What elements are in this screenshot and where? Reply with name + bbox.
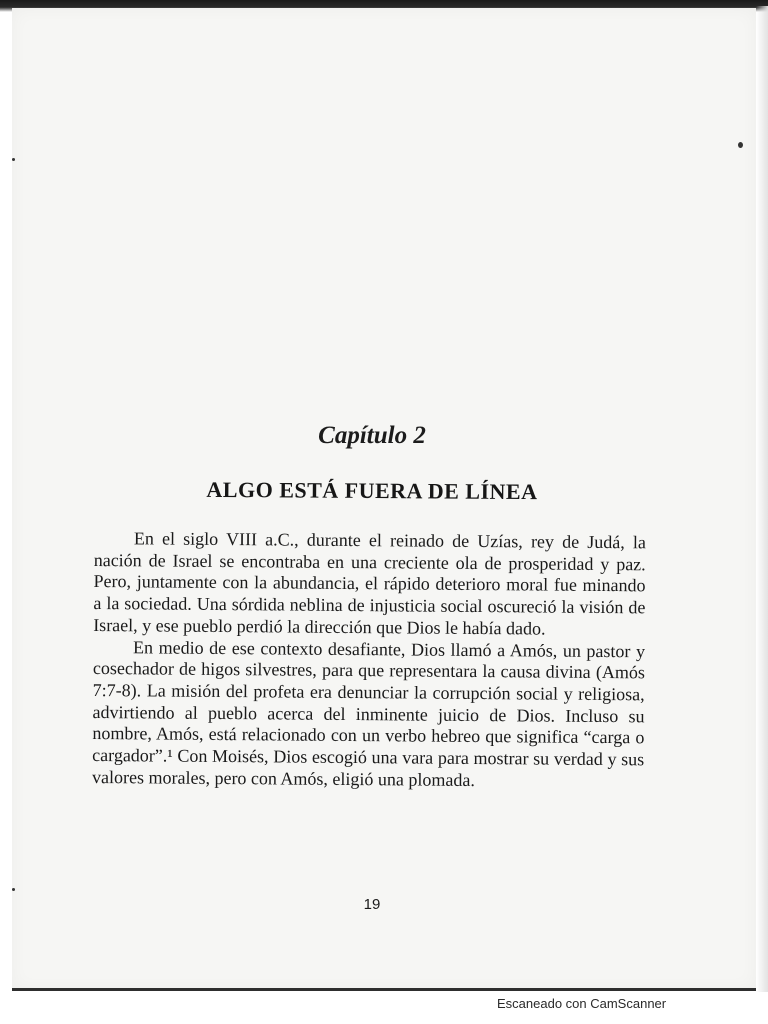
camscanner-watermark: Escaneado con CamScanner [497,996,667,1011]
paragraph: En el siglo VIII a.C., durante el reinado de Uzías, rey de Judá, la nación de Israel se encontraba en una creciente ola de prosperidad y paz. Pero, juntamente con la abundancia, el rápido deterioro moral fue minando a la sociedad. Una sórdida neblina de injusticia social oscureció la visión de Israel, y ese pueblo perdió la dirección que Dios le había dado. [93,528,646,639]
chapter-number: Capítulo 2 [318,422,426,449]
dust-speck [738,142,743,148]
paper-sheet [12,8,756,990]
dust-speck [12,158,15,161]
paragraph: En medio de ese contexto desafiante, Dios llamó a Amós, un pastor y cosechador de higos silvestres, para que representara la causa divina (Amós 7:7-8). La misión del profeta era denunciar la corrupción social y religiosa, advirtiendo al pueblo acerca del inminente juicio de Dios. Incluso su nombre, Amós, está relacionado con un verbo hebreo que significa “carga o cargador”.¹ Con Moisés, Dios escogió una vara para mostrar su verdad y sus valores morales, pero con Amós, eligió una plomada. [91,636,646,790]
chapter-body [92,528,646,793]
page-number: 19 [363,896,381,913]
chapter-title: ALGO ESTÁ FUERA DE LÍNEA [206,476,538,505]
scan-bottom-edge [12,988,756,991]
scan-right-edge [756,6,768,992]
dust-speck [12,888,15,891]
